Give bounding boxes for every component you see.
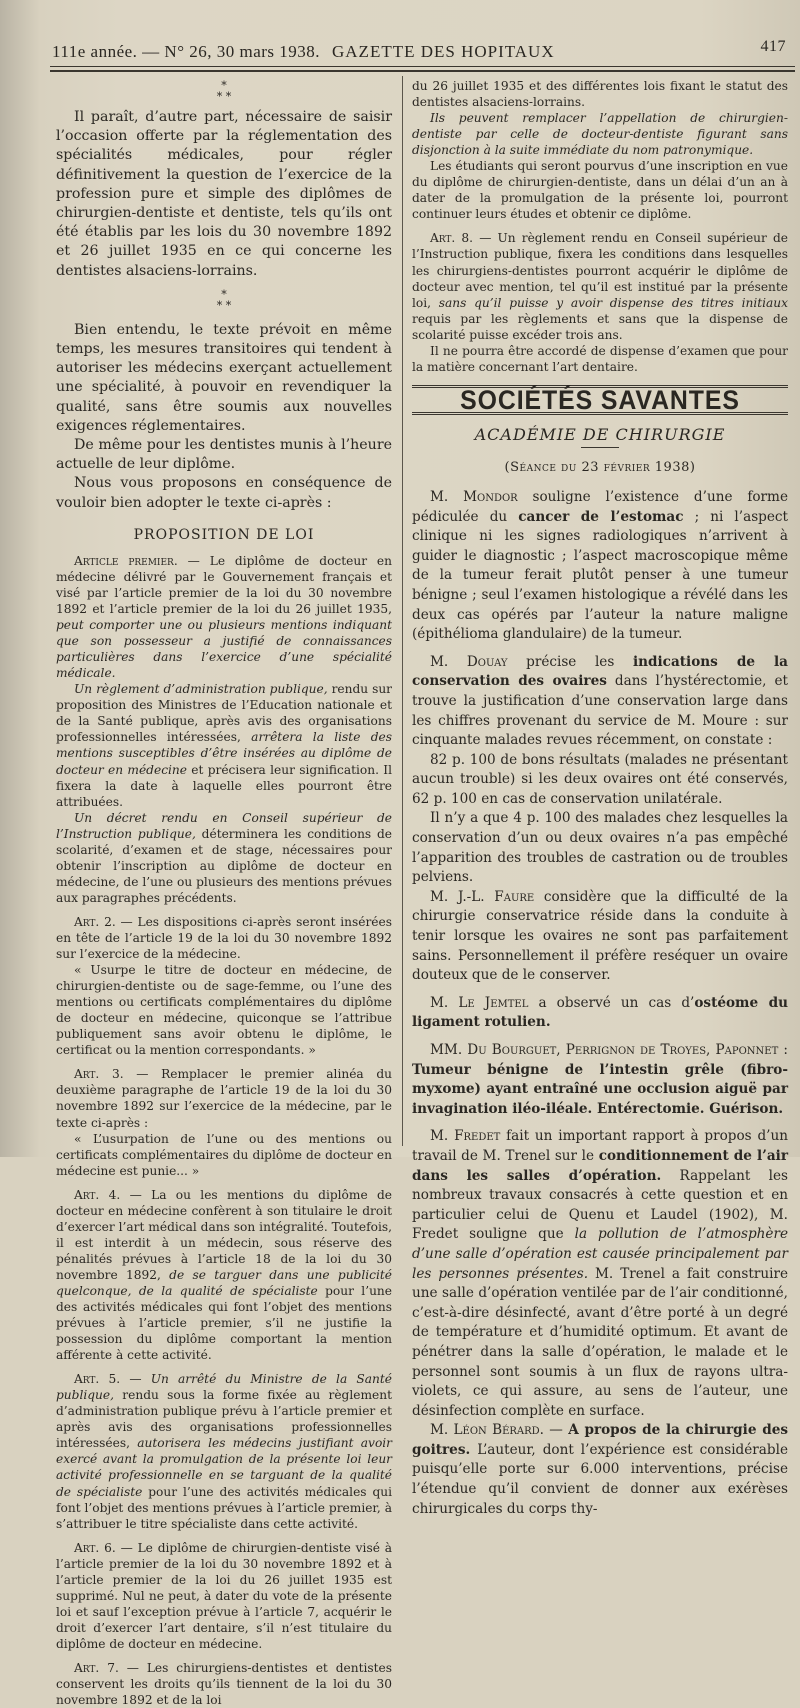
article-label: Art. 6. (74, 1540, 116, 1555)
article-1-paragraph: Un décret rendu en Conseil supérieur de l’Instruction publique, déterminera les conditions de scolarité, d’examen et de stage, nécessaires pour obtenir l’inscription au diplôme de docteur en médecine, de l’une ou plusieurs des mentions prévues aux paragraphes précédents. (56, 810, 392, 905)
paragraph: du 26 juillet 1935 et des différentes lois fixant le statut des dentistes alsaciens-lorrains. (412, 79, 788, 110)
article-2-quote: « Usurpe le titre de docteur en médecine, de chirurgien-dentiste ou de sage-femme, ou l’une des mentions ou certificats complémentaires du diplôme de docteur en médecine, quiconque se l’attribue publiquement sans avoir obtenu le diplôme, le certificat ou la mention correspondants. » (56, 963, 392, 1058)
paragraph: Nous vous proposons en conséquence de vouloir bien adopter le texte ci-après : (56, 475, 392, 511)
paragraph: Il n’y a que 4 p. 100 des malades chez lesquelles la conservation d’un ou deux ovaires n’a pas empêché l’apparition des troubles de castration ou de troubles pelviens. (412, 810, 788, 886)
paragraph: Il ne pourra être accordé de dispense d’examen que pour la matière concernant l’art dentaire. (412, 343, 788, 374)
header-rule-thick (50, 70, 795, 72)
short-rule (581, 447, 619, 448)
entry-le-jemtel: M. Le Jemtel a observé un cas d’ostéome du ligament rotulien. (412, 994, 788, 1031)
page-header (50, 38, 792, 64)
section-heading: PROPOSITION DE LOI (133, 526, 315, 543)
entry-douay: M. Douay précise les indications de la conservation des ovaires dans l’hystérectomie, et trouve la justification d’une conservation large dans les chiffres provenant du service de M. Moure : sur cinquante malades revues récemment, on constate : (412, 653, 788, 749)
page-number: 417 (760, 38, 786, 55)
entry-fredet: M. Fredet fait un important rapport à propos d’un travail de M. Trenel sur le conditionnement de l’air dans les salles d’opération. Rappelant les nombreux travaux consacrés à cette question et en particulier celui de Quenu et Laudel (1902), M. Fredet souligne que la pollution de l’atmosphère d’une salle d’opération est causée principalement par les personnes présentes. M. Trenel a fait construire une salle d’opération ventilée par de l’air conditionné, c’est-à-dire désinfecté, avant d’être porté à un degré de température et d’humidité optimum. Et avant de pénétrer dans la salle d’opération, le malade et le personnel sont soumis à un flux de rayons ultra-violets, ce qui assure, au sens de l’auteur, une désinfection complète en surface. (412, 1128, 789, 1419)
session-date: (Séance du 23 février 1938) (504, 459, 696, 475)
article-label: Article premier. (74, 553, 178, 568)
entry-faure: M. J.-L. Faure considère que la difficulté de la chirurgie conservatrice réside dans la conduite à tenir lorsque les ovaires ne sont pas parfaitement sains. Personnellement il préfère reséquer un ovaire douteux que de le conserver. (412, 888, 788, 984)
section-title: SOCIÉTÉS SAVANTES (460, 384, 740, 415)
article-1-paragraph: Un règlement d’administration publique, rendu sur proposition des Ministres de l’Education nationale et de la Santé publique, après avis des organisations professionnelles intéressées, arrêtera la liste des mentions susceptibles d’être insérées au diplôme de docteur en médecine et précisera leur signification. Il fixera la date à laquelle elles pourront être attribuées. (56, 682, 393, 809)
paragraph: Il paraît, d’autre part, nécessaire de saisir l’occasion offerte par la réglementation des spécialités médicales, pour régler définitivement la question de l’exercice de la profession pure et simple des diplômes de chirurgien-dentiste et dentiste, tels qu’ils ont été établis par les lois du 30 novembre 1892 et 26 juillet 1935 en ce qui concerne les dentistes alsaciens-lorrains. (56, 109, 392, 279)
article-6: Art. 6. — Le diplôme de chirurgien-dentiste visé à l’article premier de la loi du 30 novembre 1892 et à l’article premier de la loi du 26 juillet 1935 est supprimé. Nul ne peut, à dater du vote de la présente loi et sauf l’exception prévue à l’article 7, acquérir le droit d’exercer l’art dentaire, s’il n’est titulaire du diplôme de docteur en médecine. (56, 1540, 392, 1651)
article-3-quote: « L’usurpation de l’une ou des mentions ou certificats complémentaires du diplôme de docteur en médecine est punie... » (56, 1131, 392, 1178)
paragraph: De même pour les dentistes munis à l’heure actuelle de leur diplôme. (56, 437, 392, 473)
issue-info: 111e année. — N° 26, 30 mars 1938. (52, 42, 321, 61)
right-column (412, 78, 788, 1519)
section-stars: * * * (216, 287, 232, 312)
paragraph: Ils peuvent remplacer l’appellation de chirurgien-dentiste par celle de docteur-dentiste figurant sans disjonction à la suite immédiate du nom patronymique. (412, 111, 788, 158)
article-8: Art. 8. — Un règlement rendu en Conseil supérieur de l’Instruction publique, fixera les conditions dans lesquelles les chirurgiens-dentistes pourront acquérir le diplôme de docteur avec mention, tel qu’il est institué par la présente loi, sans qu’il puisse y avoir dispense des titres initiaux requis par les règlements et sans que la dispense de scolarité puisse excéder trois ans. (412, 231, 788, 342)
article-label: Art. 5. (74, 1372, 121, 1387)
article-label: Art. 7. (74, 1661, 119, 1675)
entry-mondor: M. Mondor souligne l’existence d’une forme pédiculée du cancer de l’estomac ; ni l’aspect clinique ni les signes radiologiques n’arrivent à guider le diagnostic ; l’aspect macroscopique même de la tumeur ferait plutôt penser à une tumeur bénigne ; seul l’examen histologique a révélé dans les deux cas opérés par l’auteur la nature maligne (épithélioma glandulaire) de la tumeur. (412, 488, 789, 643)
paragraph: Bien entendu, le texte prévoit en même temps, les mesures transitoires qui tendent à autoriser les médecins exerçant actuellement une spécialité, à pouvoir en revendiquer la qualité, sans être soumis aux nouvelles exigences réglementaires. (56, 321, 392, 434)
entry-berard: M. Léon Bérard. — A propos de la chirurgie des goitres. L’auteur, dont l’expérience est considérable puisqu’elle porte sur 6.000 interventions, précise l’étendue qu’il convient de donner aux exérèses chirurgicales du corps thy- (412, 1422, 788, 1517)
article-1: Article premier. — Le diplôme de docteur en médecine délivré par le Gouvernement français et visé par l’article premier de la loi du 30 novembre 1892 et l’article premier de la loi du 26 juillet 1935, peut comporter une ou plusieurs mentions indiquant que son possesseur a justifié de connaissances particulières dans l’exercice d’une spécialité médicale. (56, 553, 392, 681)
article-label: Art. 8. (430, 231, 474, 246)
header-rule (50, 66, 795, 67)
article-5: Art. 5. — Un arrêté du Ministre de la Santé publique, rendu sous la forme fixée au règlement d’administration publique prévu à l’article premier et après avis des organisations professionnelles intéressées, autorisera les médecins justifiant avoir exercé avant la promulgation de la présente loi leur activité professionnelle en se targuant de la qualité de spécialiste pour l’une des activités médicales qui font l’objet des mentions prévues à l’article premier, à s’attribuer le titre spécialiste dans cette activité. (56, 1372, 393, 1531)
article-7: Art. 7. — Les chirurgiens-dentistes et dentistes conservent les droits qu’ils tiennent de la loi du 30 novembre 1892 et de la loi (56, 1661, 392, 1708)
article-3: Art. 3. — Remplacer le premier alinéa du deuxième paragraphe de l’article 19 de la loi du 30 novembre 1892 sur l’exercice de la médecine, par le texte ci-après : (56, 1067, 392, 1130)
article-label: Art. 4. (74, 1187, 121, 1202)
article-label: Art. 3. (74, 1067, 124, 1082)
article-label: Art. 2. (74, 914, 116, 929)
journal-title: GAZETTE DES HOPITAUX (332, 42, 555, 61)
column-divider (402, 76, 403, 1146)
entry-du-bourguet: MM. Du Bourguet, Perrignon de Troyes, Paponnet : Tumeur bénigne de l’intestin grêle (fibro-myxome) ayant entraîné une occlusion aiguë par invagination iléo-iléale. Entérectomie. Guérison. (412, 1042, 789, 1117)
subsection-title: ACADÉMIE DE CHIRURGIE (474, 424, 726, 444)
article-4: Art. 4. — La ou les mentions du diplôme de docteur en médecine confèrent à son titulaire le droit d’exercer l’art médical dans son intégralité. Toutefois, il est interdit à un médecin, sous réserve des pénalités prévues à l’article 18 de la loi du 30 novembre 1892, de se targuer dans une publicité quelconque, de la qualité de spécialiste pour l’une des activités médicales qui font l’objet des mentions prévues à l’article premier, s’il ne justifie la possession du diplôme comportant la mention afférente à cette activité. (56, 1187, 392, 1363)
left-column (56, 78, 392, 1708)
section-stars: * * * (216, 79, 232, 103)
paragraph: Les étudiants qui seront pourvus d’une inscription en vue du diplôme de chirurgien-dentiste, dans un délai d’un an à dater de la promulgation de la présente loi, pourront continuer leurs études et obtenir ce diplôme. (412, 159, 788, 222)
article-2: Art. 2. — Les dispositions ci-après seront insérées en tête de l’article 19 de la loi du 30 novembre 1892 sur l’exercice de la médecine. (56, 914, 392, 962)
paragraph: 82 p. 100 de bons résultats (malades ne présentant aucun trouble) si les deux ovaires ont été conservés, 62 p. 100 en cas de conservation unilatérale. (412, 751, 788, 807)
